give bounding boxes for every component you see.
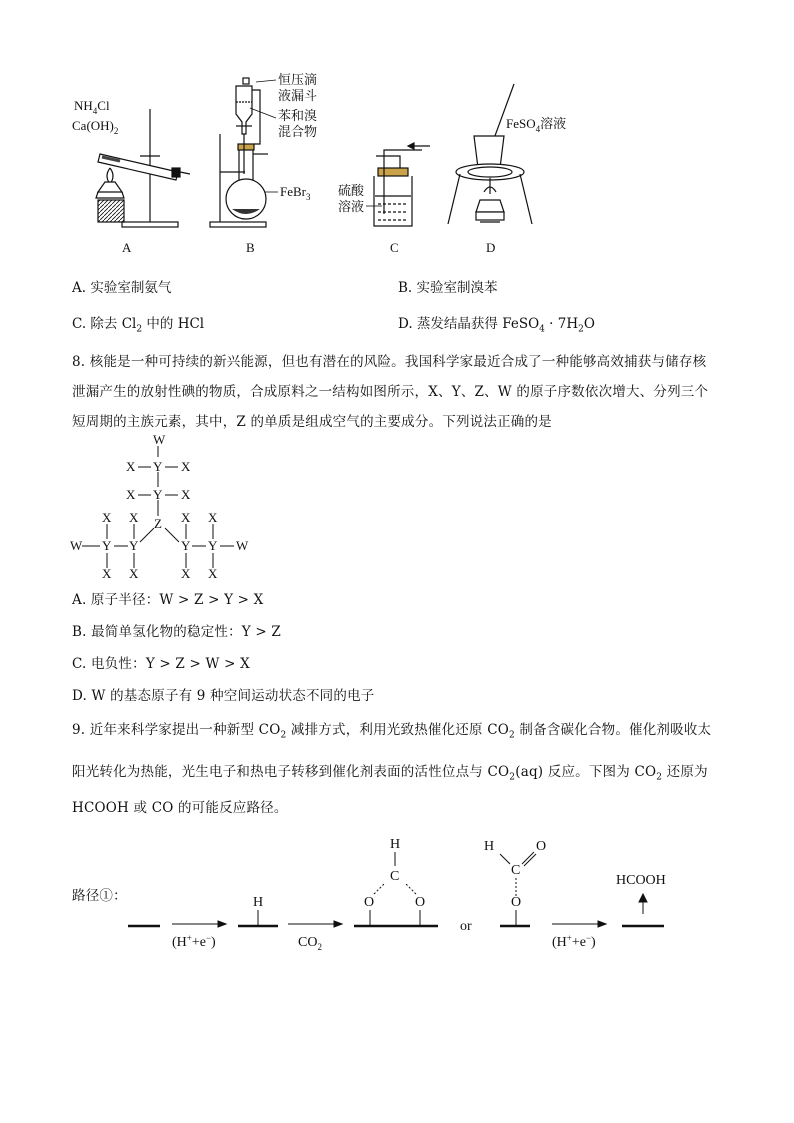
mono-o-top: O xyxy=(536,839,547,854)
q8-stem-line3: 短周期的主族元素，其中，Z 的单质是组成空气的主要成分。下列说法正确的是 xyxy=(72,414,552,430)
q7-option-b: B. 实验室制溴苯 xyxy=(398,280,498,296)
a-label-line1: $NH_4Cl$ xyxy=(74,98,110,116)
atom-x: X xyxy=(126,459,136,474)
atom-y: Y xyxy=(129,538,139,553)
q8-option-c: C. 电负性：Y > Z > W > X xyxy=(72,656,250,672)
b-label2: 液漏斗 xyxy=(278,88,318,103)
step2-label: $CO_2$ xyxy=(298,935,322,952)
formate-h: H xyxy=(390,837,401,852)
q8-option-d: D. W 的基态原子有 9 种空间运动状态不同的电子 xyxy=(72,688,375,704)
q8-option-b: B. 最简单氢化物的稳定性：Y > Z xyxy=(72,624,281,640)
b-label3: 苯和溴 xyxy=(278,108,318,123)
pathway-diagram xyxy=(120,822,680,962)
atom-x: X xyxy=(102,510,112,525)
q9-stem-line1: 9. 近年来科学家提出一种新型 $CO_2$ 减排方式，利用光致热催化还原 $CO_2$ 制备含碳化合物。催化剂吸收太 xyxy=(72,722,712,741)
atom-x: X xyxy=(126,487,136,502)
atom-y: Y xyxy=(181,538,191,553)
atom-w-top: W xyxy=(153,432,166,447)
q8-stem-line1: 8. 核能是一种可持续的新兴能源，但也有潜在的风险。我国科学家最近合成了一种能够高效捕获与储存核 xyxy=(72,354,707,370)
b-caption: B xyxy=(246,240,255,255)
formate-o-right: O xyxy=(415,895,426,910)
c-label1: 硫酸 xyxy=(338,183,365,198)
formate-c: C xyxy=(390,869,400,884)
apparatus-c xyxy=(374,143,430,226)
formate-o-left: O xyxy=(364,895,375,910)
atom-x: X xyxy=(129,566,139,581)
step3-label: (H++e−) xyxy=(552,933,596,950)
atom-x: X xyxy=(208,510,218,525)
atom-y: Y xyxy=(208,538,218,553)
atom-y: Y xyxy=(153,459,163,474)
q7-option-c: C. 除去 $Cl_2$ 中的 HCl xyxy=(72,316,205,335)
mono-o: O xyxy=(511,895,522,910)
b-label1: 恒压滴 xyxy=(278,72,318,87)
atom-x: X xyxy=(208,566,218,581)
atom-w-right: W xyxy=(236,538,249,553)
atom-y: Y xyxy=(102,538,112,553)
atom-x: X xyxy=(129,510,139,525)
q7-option-a: A. 实验室制氨气 xyxy=(72,280,172,296)
q9-stem-line2: 阳光转化为热能，光生电子和热电子转移到催化剂表面的活性位点与 $CO_2(aq)$ 反应。下图为 $CO_2$ 还原为 xyxy=(72,764,708,783)
q8-option-a: A. 原子半径：W > Z > Y > X xyxy=(72,592,264,608)
atom-x: X xyxy=(181,566,191,581)
a-label-line2: $Ca(OH)_2$ xyxy=(72,118,119,136)
step1-label: (H++e−) xyxy=(172,933,216,950)
or-text: or xyxy=(460,919,472,934)
atom-y: Y xyxy=(153,487,163,502)
d-caption: D xyxy=(486,240,496,255)
b-label5: FeBr$_3$ xyxy=(280,184,311,202)
atom-x: X xyxy=(181,459,191,474)
b-label4: 混合物 xyxy=(278,124,318,139)
q8-stem-line2: 泄漏产生的放射性碘的物质，合成原料之一结构如图所示，X、Y、Z、W 的原子序数依次增大、分列三个 xyxy=(72,384,709,400)
mono-c: C xyxy=(511,863,521,878)
atom-x: X xyxy=(181,510,191,525)
apparatus-figure xyxy=(60,64,620,260)
atom-x: X xyxy=(102,566,112,581)
adsorbed-h: H xyxy=(253,895,264,910)
product-hcooh: HCOOH xyxy=(616,873,666,888)
atom-z: Z xyxy=(154,516,162,531)
d-label: FeSO$_4$溶液 xyxy=(506,116,567,134)
pathway-label: 路径①： xyxy=(72,888,127,904)
c-label2: 溶液 xyxy=(338,199,365,214)
apparatus-d xyxy=(448,84,532,224)
c-caption: C xyxy=(390,240,399,255)
atom-w-left: W xyxy=(70,538,83,553)
a-caption: A xyxy=(122,240,132,255)
q7-option-d: D. 蒸发结晶获得 FeSO$_4$ · $7H_2O$ xyxy=(398,316,595,335)
atom-x: X xyxy=(181,487,191,502)
apparatus-b xyxy=(210,78,268,227)
q8-structure-diagram xyxy=(70,432,260,582)
q9-stem-line3: HCOOH 或 CO 的可能反应路径。 xyxy=(72,800,288,816)
mono-h: H xyxy=(484,839,495,854)
